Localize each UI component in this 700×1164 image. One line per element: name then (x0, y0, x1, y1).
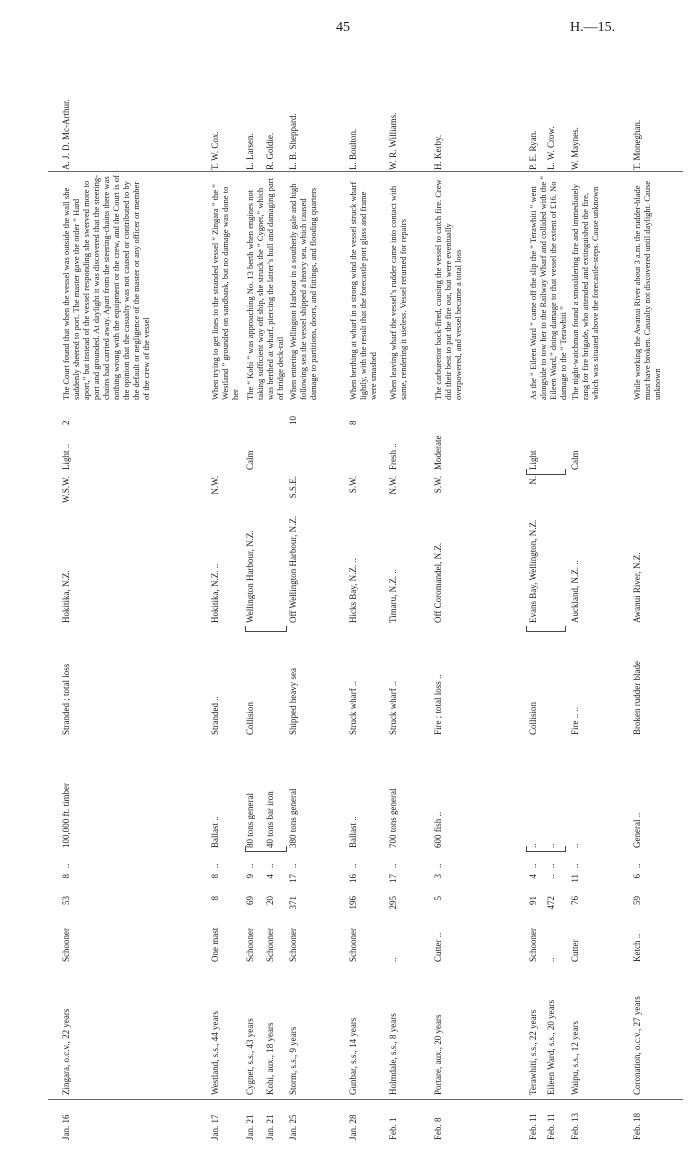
page-reference: H.—15. (570, 20, 616, 35)
cell-tonnage: 69 (245, 896, 255, 905)
cell-nature: Shipped heavy sea (288, 668, 298, 735)
cell-nature: Collision (245, 701, 255, 735)
cell-cargo: General .. (632, 812, 642, 848)
cell-finding: L. Larsen. (245, 133, 255, 170)
column-rule (48, 171, 683, 172)
cell-rig: Schooner (245, 928, 255, 962)
cell-passengers: .. (546, 863, 556, 868)
cell-date: Jan. 17 (210, 1114, 220, 1140)
cell-description: The “ Kohi ” was approaching No. 13 berth when engines not taking sufficient way off ship, she struck the “ Cygnet,” which was berthed at wharf, piercing the latter’s hull and damaging part of bridge deck-rail (245, 175, 285, 400)
cell-passengers: .. (265, 863, 275, 868)
table-row (433, 30, 463, 1140)
cell-place: Wellington Harbour, N.Z. (245, 530, 255, 623)
cell-date: Feb. 18 (632, 1113, 642, 1140)
cell-crew: 17 (388, 874, 398, 883)
cell-ship: Cygnet, s.s., 43 years (245, 1018, 255, 1095)
cell-wind-dir: S.S.E. (288, 476, 298, 499)
cell-date: Jan. 21 (245, 1114, 255, 1140)
cell-date: Feb. 11 (546, 1113, 556, 1140)
cell-date: Feb. 8 (433, 1117, 443, 1140)
column-rule (48, 1099, 683, 1100)
cell-wind-dir: N.W. (388, 476, 398, 495)
cell-passengers: .. (210, 863, 220, 868)
cell-finding: L. W. Crow. (546, 126, 556, 170)
cell-date: Feb. 1 (388, 1117, 398, 1140)
cell-wind-dir: W.S.W. (61, 476, 71, 504)
cell-place: Evans Bay, Wellington, N.Z. (528, 519, 538, 623)
cell-tonnage: 8 (210, 896, 220, 901)
cell-date: Jan. 16 (61, 1114, 71, 1140)
cell-place: Off Coromandel, N.Z. (433, 542, 443, 623)
table-row (348, 30, 378, 1140)
cell-lives: 2 (61, 420, 71, 425)
cell-tonnage: 91 (528, 896, 538, 905)
cell-passengers: .. (433, 863, 443, 868)
cell-finding: W. Maynes. (570, 127, 580, 170)
cell-place: Hokitika, N.Z. (61, 570, 71, 623)
cell-ship: Portare, aux., 20 years (433, 1014, 443, 1095)
cell-description: When leaving wharf the vessel’s rudder came into contact with same, rendering it useless. Vessel returned for repairs (388, 183, 408, 400)
cell-ship: Coronation, o.c.v., 27 years (632, 996, 642, 1095)
cell-crew: 4 (528, 874, 538, 879)
cell-wind-force: Light (528, 450, 538, 470)
cell-nature: Struck wharf .. (388, 681, 398, 735)
cell-rig: Schooner (288, 928, 298, 962)
cell-wind-dir: S.W. (433, 476, 443, 494)
cell-description: The Court found that when the vessel was outside the wall she suddenly sheered to port. The master gave the order “ Hard aport,” but instead of the vessel responding she swerved more to port and grounded. At daylight it was discovered that the steering-chains had carried away. Apart from the steering-chains there was nothing wrong with the equipment or the crew, and the Court is of the opinion that the casualty was not caused or contributed to by the default or negligence of the master or any officer or member of the crew of the vessel (61, 172, 151, 400)
cell-finding: L. Boulton. (348, 128, 358, 170)
cell-finding: R. Goldie. (265, 132, 275, 170)
cell-finding: H. Kerby. (433, 134, 443, 170)
cell-description: The night-watchman found a smouldering fire and immediately rang for fire brigade, who attended and extinguished the fire, which was situated above the forecastle-steps. Cause unknown (570, 181, 600, 400)
cell-description: When entering Wellington Harbour in a southerly gale and high following sea the vessel shipped a heavy sea, which caused damage to partitions, doors, and fittings, and flooding quarters (288, 181, 318, 400)
cell-description: When berthing at wharf in a strong wind the vessel struck wharf lightly, with the result that the forecastle port glass and frame were smashed (348, 179, 378, 400)
cell-crew: .. (546, 874, 556, 879)
cell-wind-dir: N.W. (210, 476, 220, 495)
cell-finding: L. B. Sheppard. (288, 113, 298, 170)
table-row (288, 30, 318, 1140)
cell-passengers: .. (570, 863, 580, 868)
cell-wind-force: Calm (570, 450, 580, 470)
cell-rig: Schooner (61, 928, 71, 962)
cell-passengers: .. (528, 863, 538, 868)
cell-ship: Holmdale, s.s., 8 years (388, 1013, 398, 1095)
cell-passengers: .. (61, 863, 71, 868)
cell-finding: A. J. D. Mc-Arthur. (61, 99, 71, 170)
cell-cargo: 700 tons general (388, 788, 398, 848)
cell-wind-force: Fresh .. (388, 443, 398, 470)
cell-rig: Ketch .. (632, 933, 642, 962)
cell-rig: .. (388, 957, 398, 962)
casualty-table (58, 30, 683, 1140)
cell-tonnage: 59 (632, 896, 642, 905)
cell-cargo: 600 fish .. (433, 812, 443, 848)
cell-rig: Schooner (265, 928, 275, 962)
cell-place: Hokitika, N.Z. .. (210, 563, 220, 623)
cell-place: Awanui River, N.Z. (632, 552, 642, 623)
cell-date: Jan. 21 (265, 1114, 275, 1140)
cell-finding: T. Moneghan. (632, 119, 642, 170)
cell-rig: Cutter .. (433, 932, 443, 962)
cell-finding: P. E. Ryan. (528, 130, 538, 170)
cell-description: When trying to get lines to the stranded vessel “ Zingara ” the “ Westland ” grounded on sandbank, but no damage was done to her (210, 182, 240, 400)
cell-description: The carburettor back-fired, causing the vessel to catch fire. Crew did their best to put the fire out, but were eventually overpowered, and vessel became a total loss (433, 177, 463, 400)
cell-nature: Stranded ; total loss (61, 663, 71, 735)
cell-nature: Fire ; total loss .. (433, 674, 443, 735)
table-row (546, 30, 556, 1140)
cell-lives: 8 (348, 420, 358, 425)
cell-crew: 8 (210, 874, 220, 879)
cell-cargo: Ballast .. (348, 816, 358, 848)
cell-crew: 4 (265, 874, 275, 879)
cell-nature: Broken rudder blade (632, 661, 642, 735)
table-row (388, 30, 408, 1140)
cell-ship: Zingara, o.c.v., 22 years (61, 1008, 71, 1095)
cell-wind-dir: S.W. (348, 476, 358, 494)
cell-ship: Eileen Ward, s.s., 20 years (546, 999, 556, 1095)
cell-tonnage: 5 (433, 896, 443, 901)
cell-tonnage: 53 (61, 896, 71, 905)
cell-ship: Kohi, aux., 18 years (265, 1022, 275, 1095)
cell-crew: 8 (61, 874, 71, 879)
cell-rig: Schooner (528, 928, 538, 962)
cell-date: Jan. 28 (348, 1114, 358, 1140)
cell-wind-force: Calm (245, 450, 255, 470)
cell-passengers: .. (388, 863, 398, 868)
cell-crew: 6 (632, 874, 642, 879)
cell-date: Feb. 13 (570, 1113, 580, 1140)
table-row (61, 30, 151, 1140)
cell-cargo: .. (546, 843, 556, 848)
cell-date: Feb. 11 (528, 1113, 538, 1140)
cell-ship: Waipu, s.s., 12 years (570, 1020, 580, 1095)
cell-passengers: .. (348, 863, 358, 868)
cell-passengers: .. (632, 863, 642, 868)
cell-crew: 3 (433, 874, 443, 879)
cell-ship: Gunbar, s.s., 14 years (348, 1017, 358, 1095)
table-row (265, 30, 275, 1140)
cell-cargo: 40 tons bar iron (265, 791, 275, 848)
cell-crew: 17 (288, 874, 298, 883)
cell-tonnage: 196 (348, 896, 358, 910)
cell-cargo: Ballast .. (210, 816, 220, 848)
cell-passengers: .. (245, 863, 255, 868)
cell-place: Auckland, N.Z. .. (570, 560, 580, 623)
cell-cargo: 380 tons general (288, 788, 298, 848)
cell-lives: 10 (288, 416, 298, 425)
cell-nature: Stranded .. (210, 696, 220, 735)
cell-rig: Schooner (348, 928, 358, 962)
cell-cargo: 80 tons general (245, 793, 255, 848)
cell-rig: .. (546, 957, 556, 962)
cell-nature: Struck wharf .. (348, 681, 358, 735)
cell-nature: Collision (528, 701, 538, 735)
cell-rig: One mast (210, 927, 220, 962)
cell-tonnage: 371 (288, 896, 298, 910)
cell-crew: 16 (348, 874, 358, 883)
cell-tonnage: 76 (570, 896, 580, 905)
cell-tonnage: 295 (388, 896, 398, 910)
cell-ship: Storm, s.s., 9 years (288, 1026, 298, 1095)
cell-cargo: .. (570, 843, 580, 848)
cell-wind-force: Moderate (433, 435, 443, 470)
cell-rig: Cutter (570, 939, 580, 962)
cell-place: Off Wellington Harbour, N.Z. (288, 515, 298, 623)
cell-tonnage: 472 (546, 896, 556, 910)
cell-wind-force: Light .. (61, 443, 71, 470)
table-row (210, 30, 240, 1140)
cell-ship: Terawhiti, s.s., 22 years (528, 1009, 538, 1095)
cell-ship: Westland, s.s., 44 years (210, 1010, 220, 1095)
cell-crew: 9 (245, 874, 255, 879)
cell-cargo: 100,000 ft. timber (61, 783, 71, 848)
page-number: 45 (336, 20, 350, 35)
cell-description: While working the Awanui River about 3 a.m. the rudder-blade must have broken. Casualty not discovered until daylight. Cause unknown (632, 178, 662, 400)
cell-passengers: .. (288, 863, 298, 868)
cell-finding: W. R. Williams. (388, 112, 398, 170)
cell-place: Timaru, N.Z. .. (388, 569, 398, 623)
cell-place: Hicks Bay, N.Z. .. (348, 558, 358, 623)
cell-crew: 11 (570, 874, 580, 883)
cell-description: As the “ Eileen Ward ” came off the slip the “ Terawhiti ” went alongside to tow her to the Railway Wharf and collided with the “ Eileen Ward,” doing damage to that vessel the extent of £16. No damage to the “ Terawhiti ” (528, 173, 568, 400)
cell-tonnage: 20 (265, 896, 275, 905)
cell-nature: Fire .. .. (570, 707, 580, 735)
cell-finding: T. W. Cox. (210, 131, 220, 170)
cell-cargo: .. (528, 843, 538, 848)
table-row (570, 30, 600, 1140)
cell-wind-dir: N. (528, 476, 538, 485)
cell-date: Jan. 25 (288, 1114, 298, 1140)
table-row (632, 30, 662, 1140)
